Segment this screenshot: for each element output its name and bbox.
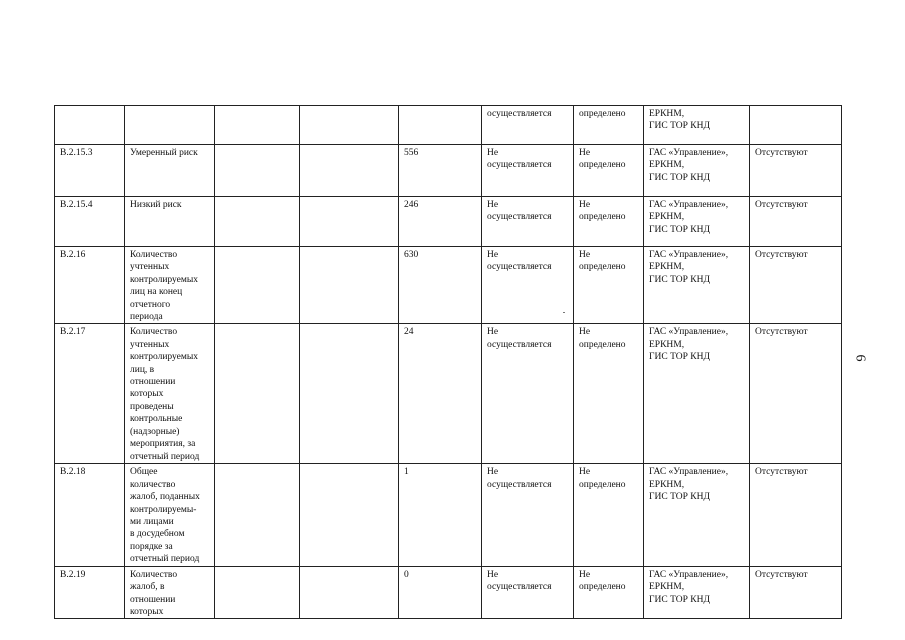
row-code: B.2.16 [55, 247, 125, 324]
table-row [55, 324, 842, 464]
row-source: ЕРКНМ, ГИС ТОР КНД [644, 106, 750, 145]
row-status: Не осуществляется [482, 324, 574, 464]
row-empty-col4 [300, 197, 399, 247]
row-note: Отсутствуют [750, 145, 842, 197]
row-source: ГАС «Управление», ЕРКНМ, ГИС ТОР КНД [644, 197, 750, 247]
row-code: B.2.19 [55, 566, 125, 619]
row-period: Не определено [574, 145, 644, 197]
row-status: Не осуществляется [482, 197, 574, 247]
row-source: ГАС «Управление», ЕРКНМ, ГИС ТОР КНД [644, 145, 750, 197]
row-note: Отсутствуют [750, 247, 842, 324]
row-value: 1 [399, 464, 482, 566]
row-value: 24 [399, 324, 482, 464]
row-note [750, 106, 842, 145]
row-empty-col4 [300, 145, 399, 197]
row-empty-col3 [215, 324, 300, 464]
row-period: Не определено [574, 247, 644, 324]
row-source: ГАС «Управление», ЕРКНМ, ГИС ТОР КНД [644, 464, 750, 566]
row-status: Не осуществляется [482, 247, 574, 324]
row-note: Отсутствуют [750, 197, 842, 247]
row-name: Низкий риск [125, 197, 215, 247]
page-number: 6 [852, 354, 868, 362]
row-name: Количество учтенных контролируемых лиц, в отношении которых проведены контрольные (надзорные) мероприятия, за отчетный период [125, 324, 215, 464]
row-source: ГАС «Управление», ЕРКНМ, ГИС ТОР КНД [644, 324, 750, 464]
row-empty-col3 [215, 197, 300, 247]
row-value: 630 [399, 247, 482, 324]
row-empty-col3 [215, 145, 300, 197]
row-name: Умеренный риск [125, 145, 215, 197]
row-name: Количество жалоб, в отношении которых [125, 566, 215, 619]
row-empty-col3 [215, 566, 300, 619]
row-period: Не определено [574, 464, 644, 566]
row-name [125, 106, 215, 145]
table-row [55, 247, 842, 324]
row-value: 556 [399, 145, 482, 197]
row-status: Не осуществляется [482, 145, 574, 197]
row-source: ГАС «Управление», ЕРКНМ, ГИС ТОР КНД [644, 247, 750, 324]
row-empty-col4 [300, 566, 399, 619]
row-value: 246 [399, 197, 482, 247]
row-status: Не осуществляется [482, 566, 574, 619]
row-name: Количество учтенных контролируемых лиц на конец отчетного периода [125, 247, 215, 324]
row-period: Не определено [574, 324, 644, 464]
row-status: осуществляется [482, 106, 574, 145]
row-value: 0 [399, 566, 482, 619]
row-note: Отсутствуют [750, 324, 842, 464]
row-period: Не определено [574, 197, 644, 247]
table-row [55, 566, 842, 619]
row-code: B.2.18 [55, 464, 125, 566]
row-empty-col3 [215, 247, 300, 324]
table-row [55, 145, 842, 197]
row-empty-col4 [300, 247, 399, 324]
table-body [55, 106, 842, 619]
row-source: ГАС «Управление», ЕРКНМ, ГИС ТОР КНД [644, 566, 750, 619]
row-code [55, 106, 125, 145]
row-empty-col4 [300, 324, 399, 464]
row-code: B.2.17 [55, 324, 125, 464]
table-row [55, 197, 842, 247]
scan-speck [563, 312, 565, 313]
table-row [55, 464, 842, 566]
row-code: B.2.15.3 [55, 145, 125, 197]
table-row [55, 106, 842, 145]
row-name: Общее количество жалоб, поданных контролируемы- ми лицами в досудебном порядке за отчетный период [125, 464, 215, 566]
row-empty-col3 [215, 106, 300, 145]
row-empty-col4 [300, 106, 399, 145]
row-status: Не осуществляется [482, 464, 574, 566]
row-period: определено [574, 106, 644, 145]
row-empty-col4 [300, 464, 399, 566]
row-value [399, 106, 482, 145]
row-note: Отсутствуют [750, 464, 842, 566]
row-period: Не определено [574, 566, 644, 619]
row-empty-col3 [215, 464, 300, 566]
indicators-table [54, 105, 842, 619]
row-code: B.2.15.4 [55, 197, 125, 247]
row-note: Отсутствуют [750, 566, 842, 619]
